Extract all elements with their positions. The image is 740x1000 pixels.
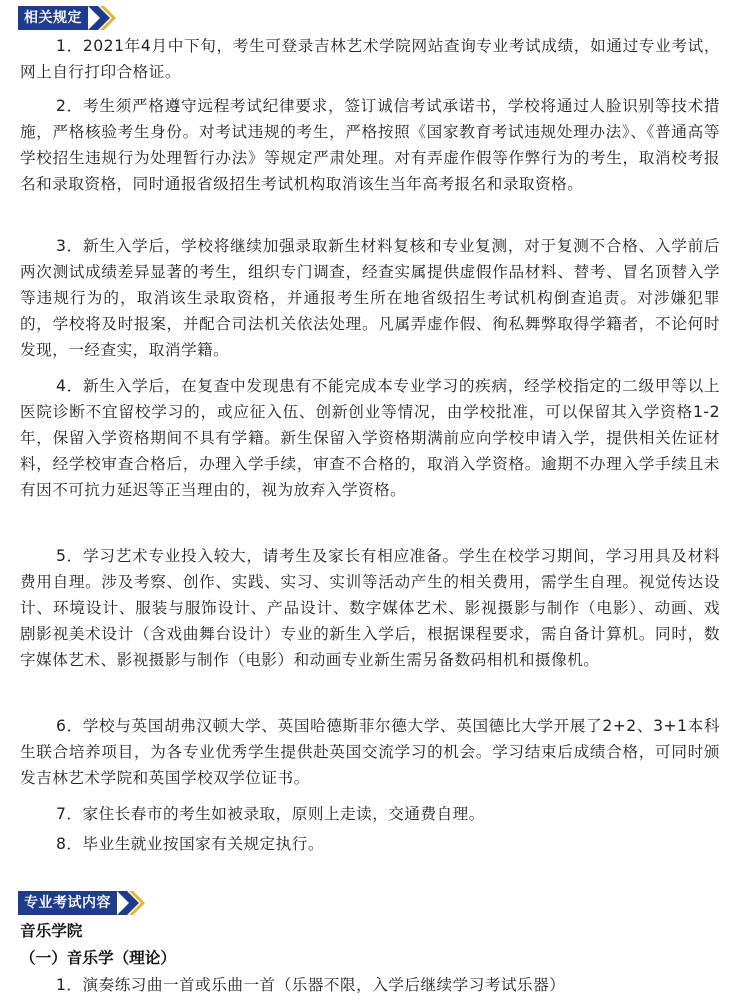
rule-paragraph-1: 1．2021年4月中下旬，考生可登录吉林艺术学院网站查询专业考试成绩，如通过专业考试，网上自行打印合格证。 xyxy=(20,37,720,81)
rule-paragraph-6: 6．学校与英国胡弗汉顿大学、英国哈德斯菲尔德大学、英国德比大学开展了2+2、3+1本科生联合培养项目，为各专业优秀学生提供赴英国交流学习的机会。学习结束后成绩合格，可同时颁发吉林艺术学院和英国学校双学位证书。 xyxy=(20,717,720,787)
chevron-right-icon xyxy=(117,891,147,915)
subject-heading: （一）音乐学（理论） xyxy=(20,949,176,967)
chevron-right-icon xyxy=(88,6,118,30)
rule-paragraph-3: 3．新生入学后，学校将继续加强录取新生材料复核和专业复测，对于复测不合格、入学前后两次测试成绩差异显著的考生，组织专门调查，经查实属提供虚假作品材料、替考、冒名顶替入学等违规行为的，取消该生录取资格，并通报考生所在地省级招生考试机构倒查追责。对涉嫌犯罪的，学校将及时报案，并配合司法机关依法处理。凡属弄虚作假、徇私舞弊取得学籍者，不论何时发现，一经查实，取消学籍。 xyxy=(20,237,720,359)
rule-paragraph-5: 5．学习艺术专业投入较大，请考生及家长有相应准备。学生在校学习期间，学习用具及材料费用自理。涉及考察、创作、实践、实习、实训等活动产生的相关费用，需学生自理。视觉传达设计、环境设计、服装与服饰设计、产品设计、数字媒体艺术、影视摄影与制作（电影）、动画、戏剧影视美术设计（含戏曲舞台设计）专业的新生入学后，根据课程要求，需自备计算机。同时，数字媒体艺术、影视摄影与制作（电影）和动画专业新生需另备数码相机和摄像机。 xyxy=(20,547,720,669)
college-heading: 音乐学院 xyxy=(20,922,83,940)
exam-item-1: 1．演奏练习曲一首或乐曲一首（乐器不限，入学后继续学习考试乐器） xyxy=(56,976,566,994)
section-tag-rules xyxy=(18,6,118,30)
section-tag-label: 专业考试内容 xyxy=(18,891,117,915)
rule-paragraph-7: 7．家住长春市的考生如被录取，原则上走读，交通费自理。 xyxy=(56,805,485,823)
rule-paragraph-2: 2．考生须严格遵守远程考试纪律要求，签订诚信考试承诺书，学校将通过人脸识别等技术措施，严格核验考生身份。对考试违规的考生，严格按照《国家教育考试违规处理办法》、《普通高等学校招生违规行为处理暂行办法》等规定严肃处理。对有弄虚作假等作弊行为的考生，取消校考报名和录取资格，同时通报省级招生考试机构取消该生当年高考报名和录取资格。 xyxy=(20,97,720,193)
rule-paragraph-8: 8．毕业生就业按国家有关规定执行。 xyxy=(56,835,324,853)
section-tag-exam xyxy=(18,891,147,915)
section-tag-label: 相关规定 xyxy=(18,6,88,30)
rule-paragraph-4: 4．新生入学后，在复查中发现患有不能完成本专业学习的疾病，经学校指定的二级甲等以上医院诊断不宜留校学习的，或应征入伍、创新创业等情况，由学校批准，可以保留其入学资格1-2年，保留入学资格期间不具有学籍。新生保留入学资格期满前应向学校申请入学，提供相关佐证材料，经学校审查合格后，办理入学手续，审查不合格的，取消入学资格。逾期不办理入学手续且未有因不可抗力延迟等正当理由的，视为放弃入学资格。 xyxy=(20,377,720,499)
